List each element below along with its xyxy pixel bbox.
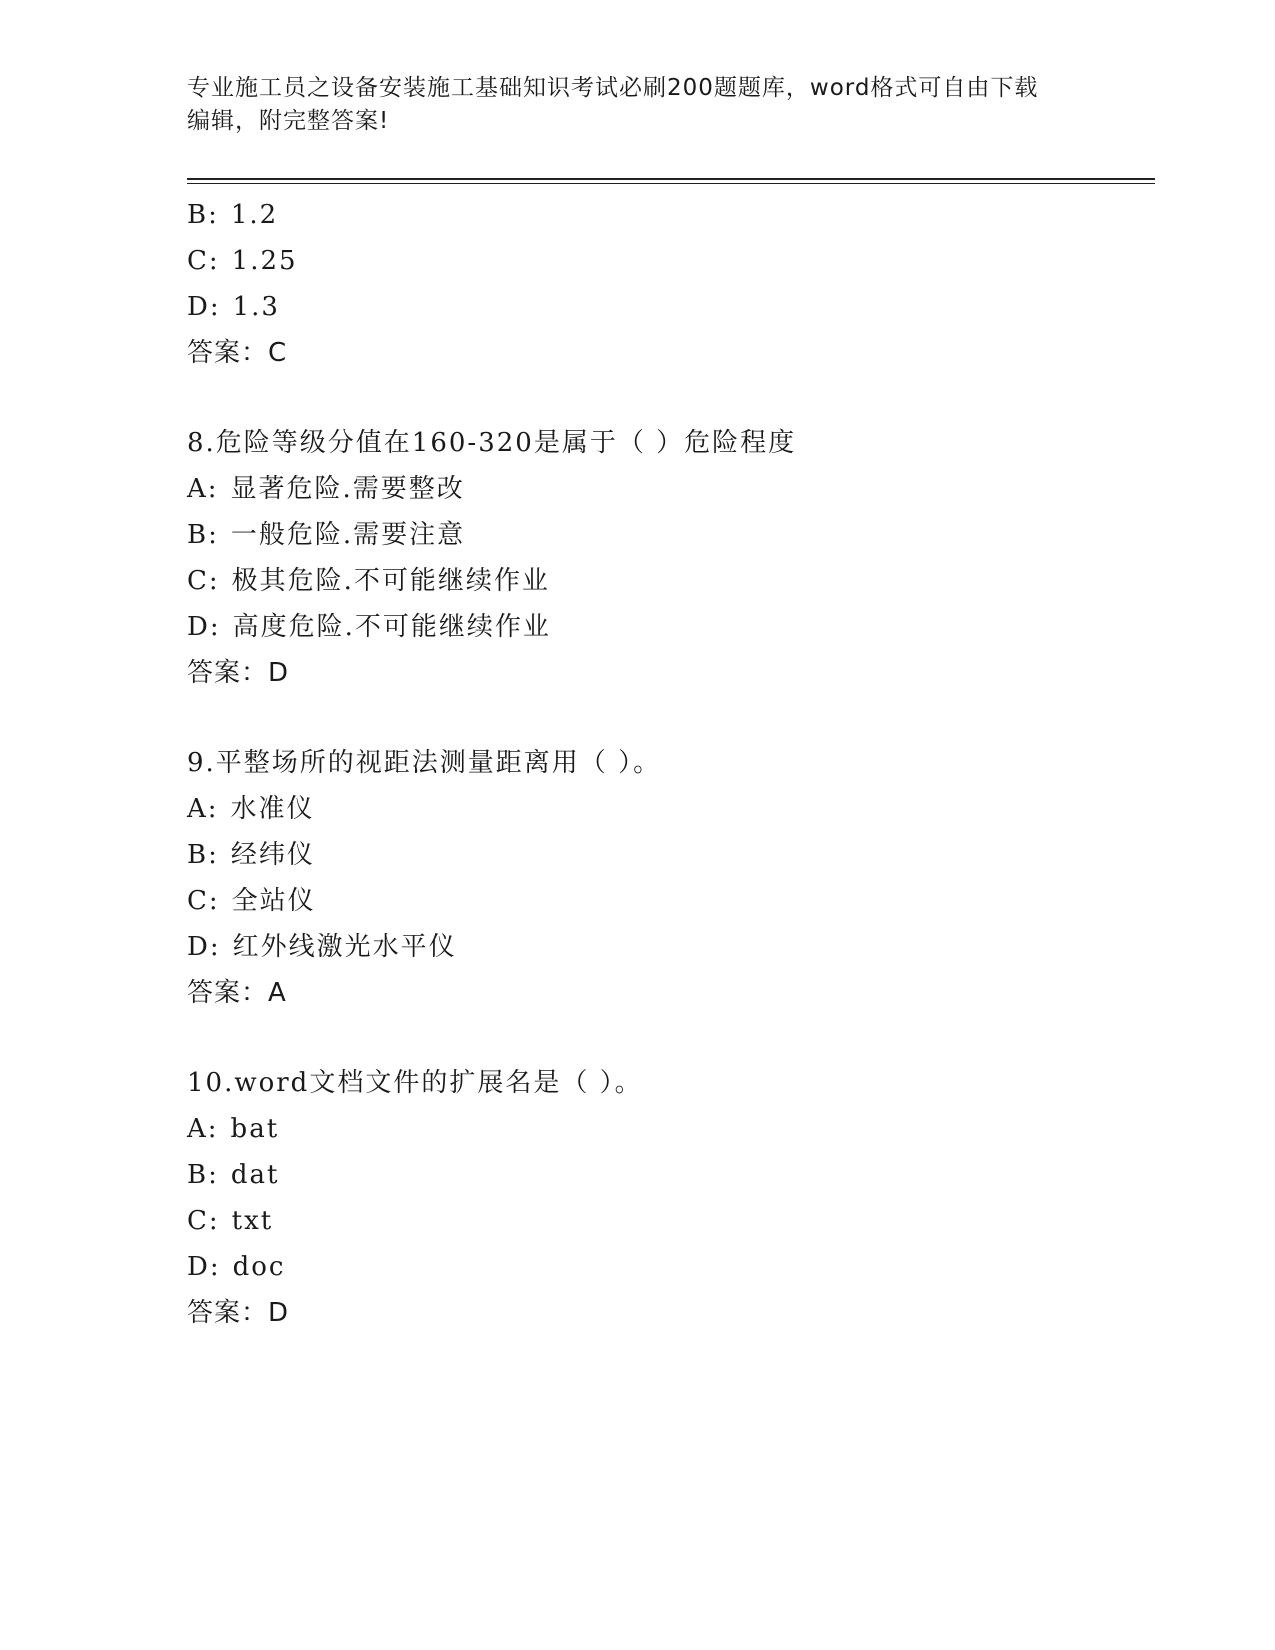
option-d [187,604,1147,650]
option-key: B: [187,840,219,870]
option-text: 1.25 [231,246,298,276]
question-partial [187,192,1147,376]
question-9 [187,740,1147,1016]
option-text: 全站仪 [231,886,316,916]
spacer [187,696,1147,740]
option-text: 1.3 [232,292,280,322]
option-key: A: [187,794,219,824]
option-c [187,558,1147,604]
option-text: 高度危险.不可能继续作业 [232,612,551,642]
option-c [187,238,1147,284]
option-key: B: [187,520,219,550]
option-key: D: [187,292,221,322]
option-d [187,924,1147,970]
option-c [187,1198,1147,1244]
option-key: C: [187,566,220,596]
header-title-line-1: 专业施工员之设备安装施工基础知识考试必刷200题题库，word格式可自由下载 [187,75,1039,101]
question-8 [187,420,1147,696]
question-stem: 10.word文档文件的扩展名是（ ）。 [187,1068,643,1098]
question-stem: 8.危险等级分值在160-320是属于（ ）危险程度 [187,428,797,458]
option-key: D: [187,1252,221,1282]
answer-line: 答案：D [187,1298,290,1328]
option-d [187,1244,1147,1290]
option-key: C: [187,1206,220,1236]
option-a [187,786,1147,832]
header-rule-bottom [187,183,1155,184]
option-key: A: [187,474,219,504]
option-key: D: [187,612,221,642]
option-key: C: [187,886,220,916]
spacer [187,1016,1147,1060]
option-key: A: [187,1114,219,1144]
option-b [187,1152,1147,1198]
header-title-line-2: 编辑，附完整答案! [187,108,390,134]
option-text: 一般危险.需要注意 [230,520,466,550]
option-text: 极其危险.不可能继续作业 [231,566,550,596]
option-key: D: [187,932,221,962]
option-text: 水准仪 [230,794,315,824]
answer-line: 答案：D [187,658,290,688]
option-key: B: [187,200,219,230]
document-header [187,72,1067,138]
option-text: 红外线激光水平仪 [232,932,457,962]
option-key: B: [187,1160,219,1190]
option-text: dat [230,1160,280,1190]
spacer [187,376,1147,420]
option-text: 1.2 [230,200,279,230]
option-text: txt [231,1206,274,1236]
option-d [187,284,1147,330]
option-b [187,192,1147,238]
answer-line: 答案：A [187,978,287,1008]
question-stem: 9.平整场所的视距法测量距离用（ ）。 [187,748,662,778]
option-text: 显著危险.需要整改 [230,474,465,504]
option-a [187,466,1147,512]
option-text: 经纬仪 [230,840,315,870]
option-text: bat [230,1114,280,1144]
option-b [187,832,1147,878]
question-list [187,192,1147,1336]
option-text: doc [232,1252,286,1282]
header-rule-top [187,178,1155,180]
option-b [187,512,1147,558]
option-a [187,1106,1147,1152]
option-key: C: [187,246,220,276]
option-c [187,878,1147,924]
answer-line: 答案：C [187,338,288,368]
question-10 [187,1060,1147,1336]
